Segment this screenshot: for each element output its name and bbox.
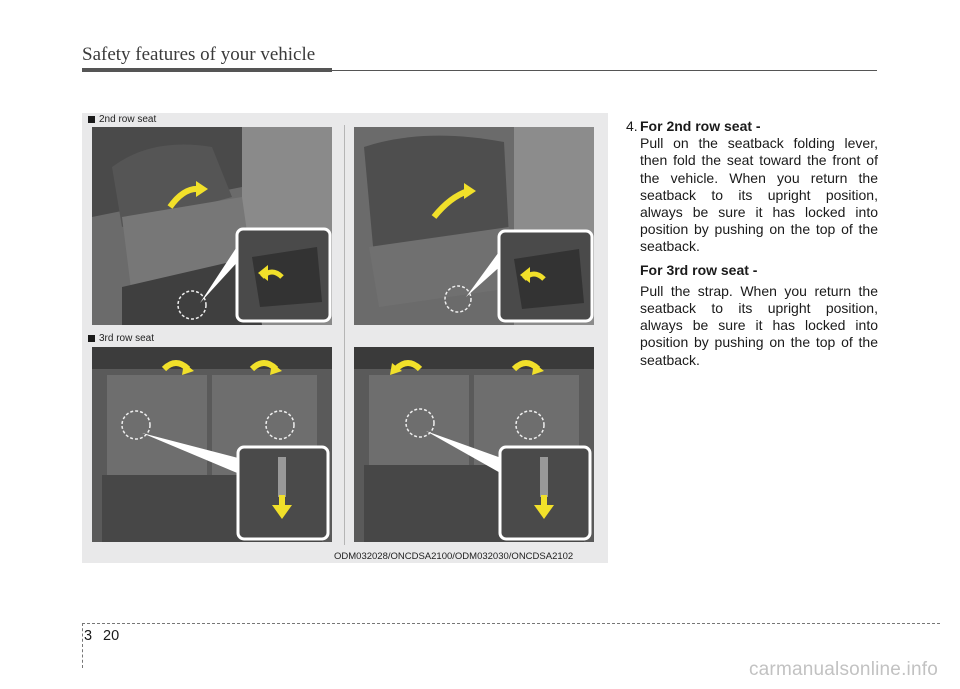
paragraph-3rd-row: Pull the strap. When you return the seatback to its upright position, always be sure it has locked into position by pushing on the top of the seatback. bbox=[640, 282, 878, 368]
figure-label-3rd-row bbox=[88, 333, 154, 344]
watermark: carmanualsonline.info bbox=[748, 659, 938, 680]
photo-3rd-row-seat-upright bbox=[354, 347, 594, 542]
sub-title-3rd-row: For 3rd row seat - bbox=[640, 261, 758, 278]
chapter-number: 3 bbox=[84, 628, 93, 644]
bullet-square-icon bbox=[88, 116, 95, 123]
header-rule-thick bbox=[82, 68, 332, 72]
photo-2nd-row-seat-upright bbox=[354, 127, 594, 325]
footer-rule bbox=[82, 623, 940, 624]
photo-3rd-row-seat-folded bbox=[92, 347, 332, 542]
figure-label-3rd-row-text: 3rd row seat bbox=[99, 333, 155, 344]
figure-code: ODM032028/ONCDSA2100/ODM032030/ONCDSA2102 bbox=[334, 551, 574, 562]
figure-label-2nd-row-text: 2nd row seat bbox=[99, 114, 157, 125]
page-header-title: Safety features of your vehicle bbox=[82, 44, 316, 65]
page-number: 20 bbox=[103, 628, 120, 644]
step-heading bbox=[626, 118, 878, 135]
paragraph-2nd-row: Pull on the seatback folding lever, then fold the seat toward the front of the vehicle. When you return the seatback to its upright position, always be sure it has locked into position by pushing on the top of the seatback. bbox=[640, 135, 878, 255]
step-title-2nd-row: For 2nd row seat - bbox=[640, 118, 761, 134]
bullet-square-icon bbox=[88, 335, 95, 342]
figure-divider bbox=[344, 125, 345, 545]
instructions-column bbox=[626, 118, 878, 369]
step-number: 4. bbox=[626, 118, 638, 134]
header-rule-thin bbox=[332, 70, 877, 71]
photo-2nd-row-seat-folded bbox=[92, 127, 332, 325]
figure-label-2nd-row bbox=[88, 114, 156, 125]
footer-vertical-rule bbox=[82, 623, 83, 668]
